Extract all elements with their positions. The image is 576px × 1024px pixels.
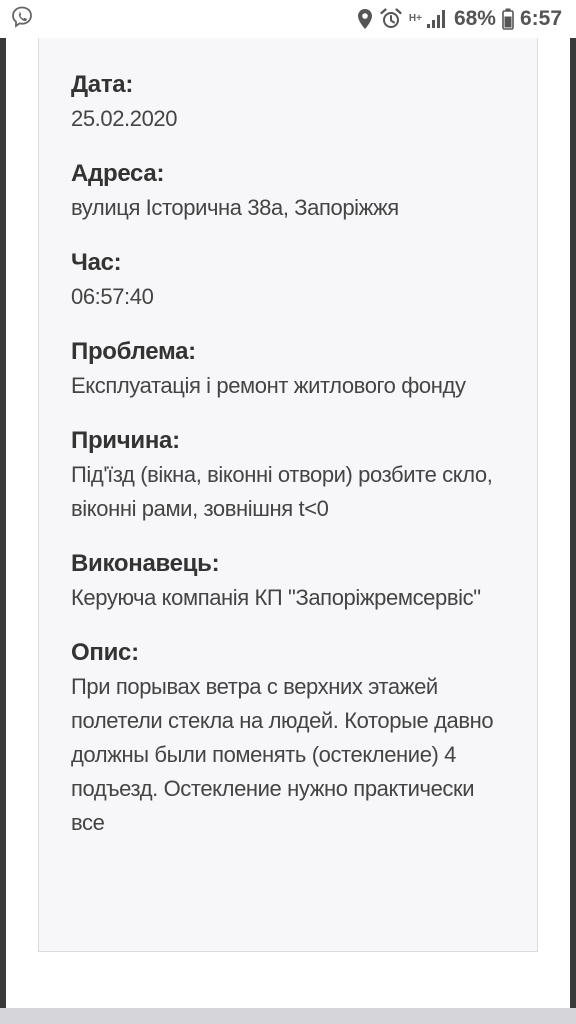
status-bar (0, 0, 576, 38)
field-date (71, 68, 511, 136)
field-value: 25.02.2020 (71, 106, 178, 131)
field-value: Керуюча компанія КП "Запоріжремсервіс" (71, 585, 481, 610)
field-value: вулиця Історична 38а, Запоріжжя (71, 195, 399, 220)
alarm-icon (379, 7, 403, 31)
network-type-icon: H+ (408, 13, 422, 24)
field-value: Експлуатація і ремонт житлового фонду (71, 373, 466, 398)
page-content[interactable] (6, 38, 570, 1024)
report-fields (71, 68, 511, 861)
field-address (71, 157, 511, 225)
field-value: При порывах ветра с верхних этажей полетели стекла на людей. Которые давно должны были поменять (остекление) 4 подъезд. Остекление нужно практически все (71, 674, 494, 835)
frame-right (570, 38, 576, 1024)
field-problem (71, 335, 511, 403)
field-label: Адреса: (71, 160, 165, 187)
field-value: 06:57:40 (71, 284, 154, 309)
signal-icon (426, 9, 448, 29)
field-description (71, 636, 511, 840)
field-time (71, 246, 511, 314)
field-label: Виконавець: (71, 550, 220, 577)
status-time: 6:57 (519, 7, 562, 30)
field-reason (71, 424, 511, 526)
field-label: Час: (71, 249, 122, 276)
viber-icon (10, 5, 34, 34)
field-executor (71, 547, 511, 615)
location-icon (357, 8, 373, 30)
report-card (38, 38, 538, 952)
battery-percent: 68% (453, 7, 496, 30)
field-value: Під'їзд (вікна, віконні отвори) розбите скло, віконні рами, зовнішня t<0 (71, 462, 493, 521)
battery-icon (502, 8, 514, 30)
field-label: Причина: (71, 427, 180, 454)
field-label: Опис: (71, 639, 139, 666)
field-label: Дата: (71, 71, 134, 98)
field-label: Проблема: (71, 338, 196, 365)
bottom-bar (0, 1008, 576, 1024)
